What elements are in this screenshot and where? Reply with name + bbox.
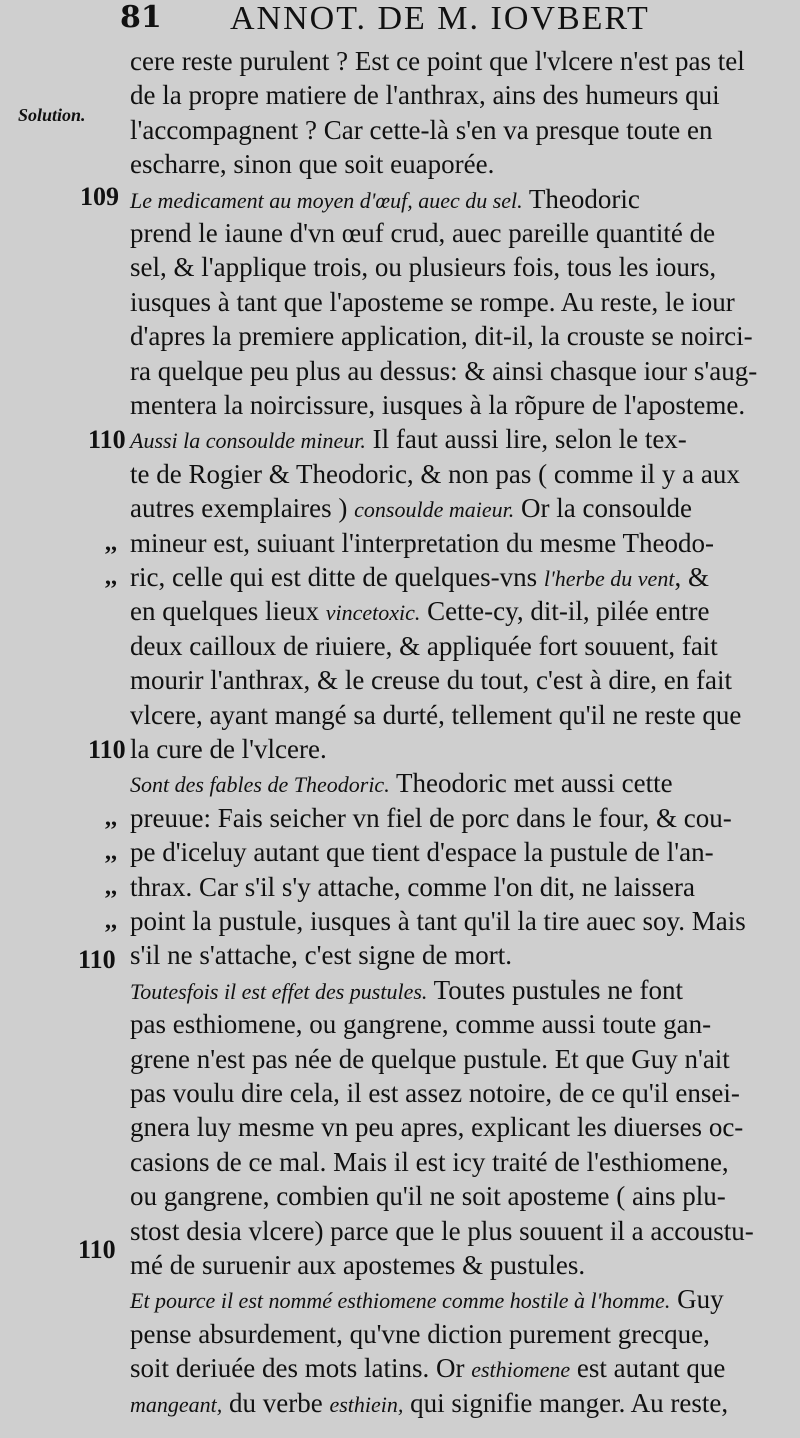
text-run: du verbe — [222, 1387, 330, 1418]
quote-mark: ,, — [105, 564, 117, 590]
text-run: ra quelque peu plus au dessus: & ainsi chasque iour s'aug- — [130, 355, 758, 386]
italic-phrase: consoulde maieur. — [354, 497, 515, 523]
text-line — [130, 801, 770, 835]
italic-phrase: vincetoxic. — [325, 600, 421, 626]
text-run: de la propre matiere de l'anthrax, ains des humeurs qui — [130, 80, 720, 111]
text-run: pas esthiomene, ou gangrene, comme aussi toute gan- — [130, 1009, 712, 1040]
text-run: pense absurdement, qu'vne diction purement grecque, — [130, 1318, 710, 1349]
text-line — [130, 698, 770, 732]
quote-mark: ,, — [105, 839, 117, 866]
text-line — [130, 216, 770, 250]
quote-mark: ,, — [105, 529, 117, 556]
text-run: Toutes pustules ne font — [427, 974, 684, 1005]
text-run: mé de suruenir aux apostemes & pustules. — [130, 1250, 586, 1280]
text-line — [130, 1042, 770, 1076]
text-run: pas voulu dire cela, il est assez notoire, de ce qu'il ensei- — [130, 1078, 740, 1108]
text-run: casions de ce mal. Mais il est icy traité de l'esthiomene, — [130, 1146, 729, 1177]
text-run: mineur est, suiuant l'interpretation du mesme Theodo- — [130, 527, 714, 558]
italic-phrase: Et pource il est nommé esthiomene comme hostile à l'homme. — [130, 1288, 671, 1314]
text-run: vlcere, ayant mangé sa durté, tellement qu'il ne reste que — [130, 699, 742, 730]
text-line — [130, 1076, 770, 1110]
text-run: mourir l'anthrax, & le creuse du tout, c'est à dire, en fait — [130, 665, 733, 696]
page-number: 81 — [120, 0, 162, 35]
text-run: la cure de l'vlcere. — [130, 734, 327, 764]
text-line — [130, 560, 770, 596]
quote-mark: ,, — [105, 804, 117, 831]
text-line — [130, 457, 770, 491]
text-line — [130, 1110, 770, 1144]
text-run: stost desia vlcere) parce que le plus souuent il a accoustu- — [130, 1215, 754, 1246]
text-line — [130, 1007, 770, 1041]
text-line — [130, 1145, 770, 1179]
italic-phrase: Sont des fables de Theodoric. — [130, 772, 390, 798]
text-run: deux cailloux de riuiere, & appliquée fort souuent, fait — [130, 630, 718, 661]
text-line — [130, 1386, 770, 1422]
text-line — [130, 938, 770, 972]
text-line — [130, 904, 770, 938]
text-line — [130, 732, 770, 766]
text-line — [130, 250, 770, 284]
text-run: thrax. Car s'il s'y attache, comme l'on dit, ne laissera — [130, 871, 695, 902]
text-line — [130, 1248, 770, 1282]
text-run: est autant que — [570, 1353, 726, 1384]
margin-ref: 109 — [80, 182, 119, 211]
text-line — [130, 766, 770, 802]
text-run: , & — [674, 562, 709, 592]
text-run: Cette-cy, dit-il, pilée entre — [420, 596, 710, 627]
text-run: te de Rogier & Theodoric, & non pas ( comme il y a aux — [130, 458, 740, 489]
quote-mark: ,, — [105, 873, 117, 900]
text-line — [130, 835, 770, 869]
margin-label-solution: Solution. — [18, 105, 86, 125]
italic-phrase: Aussi la consoulde mineur. — [130, 428, 366, 454]
text-line — [130, 113, 770, 147]
italic-phrase: Toutesfois il est effet des pustules. — [130, 978, 428, 1004]
text-line — [130, 1179, 770, 1213]
text-line — [130, 629, 770, 663]
text-run: sel, & l'applique trois, ou plusieurs fois, tous les iours, — [130, 252, 717, 283]
margin-ref: 110 — [78, 1235, 116, 1264]
text-run: s'il ne s'attache, c'est signe de mort. — [130, 940, 512, 971]
text-line — [130, 491, 770, 527]
text-run: preuue: Fais seicher vn fiel de porc dans le four, & cou- — [130, 802, 732, 833]
text-line — [130, 663, 770, 697]
text-run: soit deriuée des mots latins. Or — [130, 1353, 472, 1384]
text-run: ric, celle qui est ditte de quelques-vns — [130, 562, 544, 592]
text-run: Il faut aussi lire, selon le tex- — [365, 424, 687, 455]
text-line — [130, 1214, 770, 1248]
text-run: qui signifie manger. Au reste, — [403, 1387, 729, 1418]
text-line — [130, 354, 770, 388]
text-run: ou gangrene, combien qu'il ne soit aposteme ( ains plu- — [130, 1181, 726, 1212]
quote-mark: ,, — [105, 908, 117, 934]
text-run: cere reste purulent ? Est ce point que l'vlcere n'est pas tel — [130, 46, 745, 76]
text-run: autres exemplaires ) — [130, 493, 355, 524]
text-line — [130, 1282, 770, 1318]
text-run: prend le iaune d'vn œuf crud, auec pareille quantité de — [130, 218, 716, 248]
italic-phrase: mangeant, — [130, 1391, 223, 1417]
text-line — [130, 973, 770, 1009]
text-run: iusques à tant que l'aposteme se rompe. Au reste, le iour — [130, 286, 735, 317]
text-line — [130, 285, 770, 319]
text-line — [130, 388, 770, 422]
text-line — [130, 870, 770, 904]
text-run: Theodoric — [522, 183, 640, 214]
text-line — [130, 182, 770, 218]
text-line — [130, 44, 770, 78]
italic-phrase: l'herbe du vent — [543, 566, 675, 591]
italic-phrase: esthiomene — [471, 1357, 571, 1383]
text-run: escharre, sinon que soit euaporée. — [130, 149, 495, 180]
margin-ref: 110 — [88, 735, 126, 764]
text-line — [130, 78, 770, 112]
page-header — [0, 0, 800, 44]
italic-phrase: Le medicament au moyen d'œuf, auec du sel. — [130, 187, 523, 213]
text-run: d'apres la premiere application, dit-il, la crouste se noirci- — [130, 321, 753, 352]
margin-ref: 110 — [88, 425, 126, 454]
text-line — [130, 1351, 770, 1387]
text-line — [130, 319, 770, 353]
italic-phrase: esthiein, — [329, 1391, 404, 1417]
text-run: Guy — [670, 1284, 724, 1315]
text-run: gnera luy mesme vn peu apres, explicant les diuerses oc- — [130, 1112, 744, 1143]
text-line — [130, 1317, 770, 1351]
text-line — [130, 594, 770, 630]
margin-ref: 110 — [78, 945, 116, 974]
text-run: mentera la noircissure, iusques à la rõpure de l'aposteme. — [130, 390, 746, 420]
text-run: point la pustule, iusques à tant qu'il la tire auec soy. Mais — [130, 906, 746, 936]
text-run: Or la consoulde — [514, 493, 692, 524]
text-line — [130, 422, 770, 458]
text-line — [130, 147, 770, 181]
text-run: en quelques lieux — [130, 596, 326, 627]
text-run: Theodoric met aussi cette — [389, 768, 673, 799]
text-run: grene n'est pas née de quelque pustule. Et que Guy n'ait — [130, 1043, 730, 1074]
text-run: pe d'iceluy autant que tient d'espace la pustule de l'an- — [130, 837, 714, 868]
text-line — [130, 526, 770, 560]
running-title: ANNOT. DE M. IOVBERT — [230, 0, 650, 37]
text-run: l'accompagnent ? Car cette-là s'en va presque toute en — [130, 114, 713, 145]
